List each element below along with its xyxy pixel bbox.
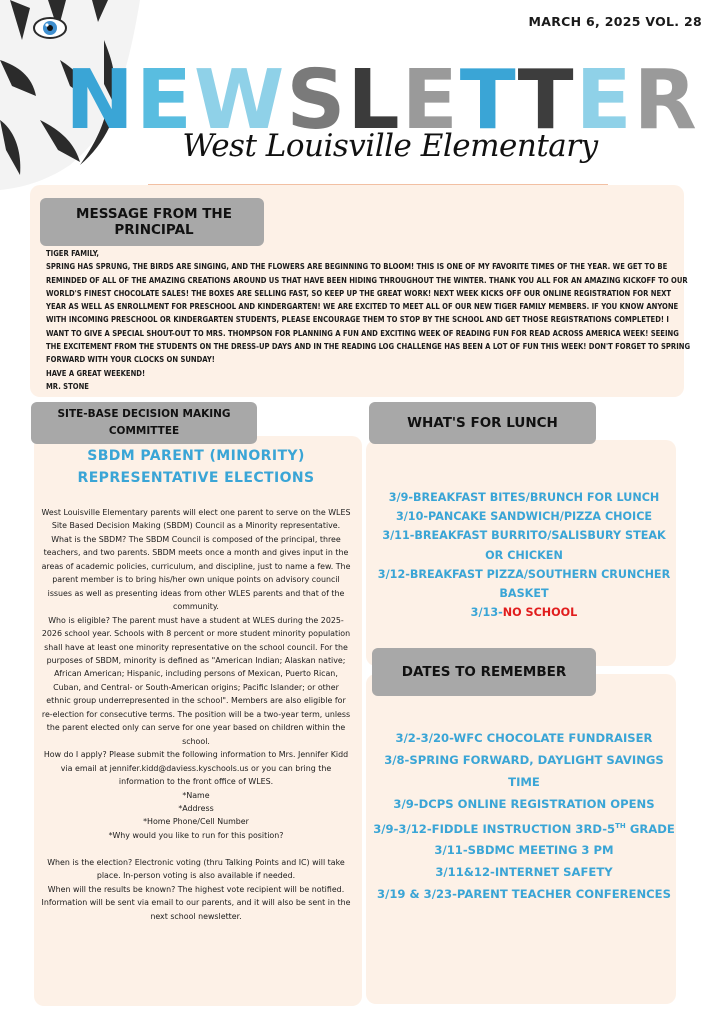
superscript-th: TH [615, 821, 626, 830]
title-letter: E [401, 53, 460, 148]
sbdm-body [40, 506, 352, 923]
principal-body: SPRING HAS SPRUNG, THE BIRDS ARE SINGING, AND THE FLOWERS ARE BEGINNING TO BLOOM! THIS IS ONE OF MY FAVORITE TIMES OF THE YEAR. WE GET TO BE REMINDED OF ALL OF THE AMAZING CREATIONS AROUND US THAT HAVE BEEN HIDING THROUGHOUT THE WINTER. THANK YOU ALL FOR AN AMAZING KICKOFF TO OUR WORLD'S FINEST CHOCOLATE SALES! THE BOXES ARE SELLING FAST, SO KEEP UP THE GREAT WORK! NEXT WEEK KICKS OFF OUR ONLINE REGISTRATION FOR NEXT YEAR AS WELL AS ENROLLMENT FOR PRESCHOOL AND KINDERGARTEN! WE ARE EXCITED TO MEET ALL OF OUR NEW TIGER FAMILY MEMBERS. IF YOU KNOW ANYONE WITH INCOMING PRESCHOOL OR KINDERGARTEN STUDENTS, PLEASE ENCOURAGE THEM TO STOP BY THE SCHOOL AND GET THOSE REGISTRATIONS COMPLETED! I WANT TO GIVE A SPECIAL SHOUT-OUT TO MRS. THOMPSON FOR PLANNING A FUN AND EXCITING WEEK OF READING FUN FOR READ ACROSS AMERICA WEEK! SEEING THE EXCITEMENT FROM THE STUDENTS ON THE DRESS-UP DAYS AND IN THE READING LOG CHALLENGE HAS BEEN A LOT OF FUN THIS WEEK! DON'T FORGET TO SPRING FORWARD WITH YOUR CLOCKS ON SUNDAY! [46, 262, 691, 365]
sbdm-paragraph: When will the results be known? The highest vote recipient will be notified. Information will be sent via email to our parents, and it will also be sent in the next school newsletter. [41, 884, 351, 921]
lunch-heading-text: WHAT'S FOR LUNCH [407, 415, 558, 431]
title-letter: E [575, 53, 634, 148]
sbdm-list-item: *Name [182, 790, 210, 800]
title-letter: W [193, 53, 287, 148]
dates-heading [372, 648, 596, 696]
no-school-note: NO SCHOOL [502, 606, 578, 620]
title-letter: T [459, 53, 518, 148]
principal-heading [40, 198, 264, 246]
dates-heading-text: DATES TO REMEMBER [401, 664, 567, 680]
lunch-item: 3/12-BREAKFAST PIZZA/SOUTHERN CRUNCHER BASKET [377, 567, 671, 601]
date-item: 3/11-SBDMC MEETING 3 PM [434, 843, 614, 858]
title-letter: L [347, 53, 402, 148]
lunch-menu [372, 488, 676, 622]
lunch-item: 3/13-NO SCHOOL [470, 606, 578, 620]
principal-heading-text: MESSAGE FROM THE PRINCIPAL [76, 206, 232, 238]
date-item: 3/8-SPRING FORWARD, DAYLIGHT SAVINGS TIME [384, 752, 664, 789]
principal-closing: HAVE A GREAT WEEKEND! [46, 368, 146, 378]
title-letter: R [633, 53, 699, 148]
sbdm-list-item: *Home Phone/Cell Number [143, 817, 249, 827]
sbdm-election-title: SBDM PARENT (MINORITY) REPRESENTATIVE ELECTIONS [77, 448, 315, 486]
sbdm-list-item: *Why would you like to run for this position? [108, 830, 284, 840]
issue-date: MARCH 6, 2025 VOL. 28 [528, 14, 702, 29]
lunch-item: 3/11-BREAKFAST BURRITO/SALISBURY STEAK OR CHICKEN [382, 529, 666, 562]
sbdm-list-item: *Address [178, 803, 214, 813]
sbdm-spacer [40, 842, 352, 855]
principal-message [46, 247, 691, 393]
sbdm-paragraph: West Louisville Elementary parents will elect one parent to serve on the WLES Site Based Decision Making (SBDM) Council as a Minority representative. [41, 508, 351, 531]
school-name: West Louisville Elementary [182, 128, 598, 164]
title-letter: E [135, 53, 194, 148]
sbdm-paragraph: How do I apply? Please submit the following information to Mrs. Jennifer Kidd via email at jennifer.kidd@daviess.kyschools.us or you can bring the information to the front office of WLES. [43, 750, 349, 787]
title-letter: N [65, 53, 136, 148]
lunch-heading [369, 402, 596, 444]
title-letter: S [286, 53, 348, 148]
lunch-item: 3/9-BREAKFAST BITES/BRUNCH FOR LUNCH [388, 491, 660, 504]
title-letter: T [517, 53, 576, 148]
date-item: 3/9-3/12-FIDDLE INSTRUCTION 3RD-5TH GRADE [373, 821, 675, 836]
date-item: 3/19 & 3/23-PARENT TEACHER CONFERENCES [377, 887, 671, 902]
sbdm-paragraph: What is the SBDM? The SBDM Council is composed of the principal, three teachers, and two parents. SBDM meets once a month and gives input in the areas of academic policies, curriculum, and discipline, just to name a few. The parent member is to bring his/her own unique points on advisory council issues as well as presenting ideas from other WLES parents and that of the community. [41, 534, 351, 612]
date-item: 3/9-DCPS ONLINE REGISTRATION OPENS [393, 796, 655, 811]
dates-list [372, 728, 676, 906]
sbdm-paragraph: Who is eligible? The parent must have a student at WLES during the 2025-2026 school year. Schools with 8 percent or more student minority population shall have at least one minority representative on the school council. For the purposes of SBDM, minority is defined as "American Indian; Alaskan native; African American; Hispanic, including persons of Mexican, Puerto Rican, Cuban, and Central- or South-American origins; Pacific Islander; or other ethnic group underrepresented in the school". Members are also eligible for re-election for consecutive terms. The position will be a two-year term, unless the parent elected only can serve for one year based on children within the school. [41, 615, 351, 746]
date-item: 3/11&12-INTERNET SAFETY [435, 865, 613, 880]
sbdm-heading [31, 402, 257, 444]
sbdm-paragraph: When is the election? Electronic voting (thru Talking Points and IC) will take place. In-person voting is also available if needed. [47, 857, 345, 881]
principal-signature: MR. STONE [46, 381, 89, 391]
lunch-item: 3/10-PANCAKE SANDWICH/PIZZA CHOICE [395, 510, 653, 524]
date-item: 3/2-3/20-WFC CHOCOLATE FUNDRAISER [395, 731, 653, 745]
principal-greeting: TIGER FAMILY, [46, 249, 99, 258]
sbdm-heading-text: SITE-BASE DECISION MAKING COMMITTEE [57, 408, 231, 437]
